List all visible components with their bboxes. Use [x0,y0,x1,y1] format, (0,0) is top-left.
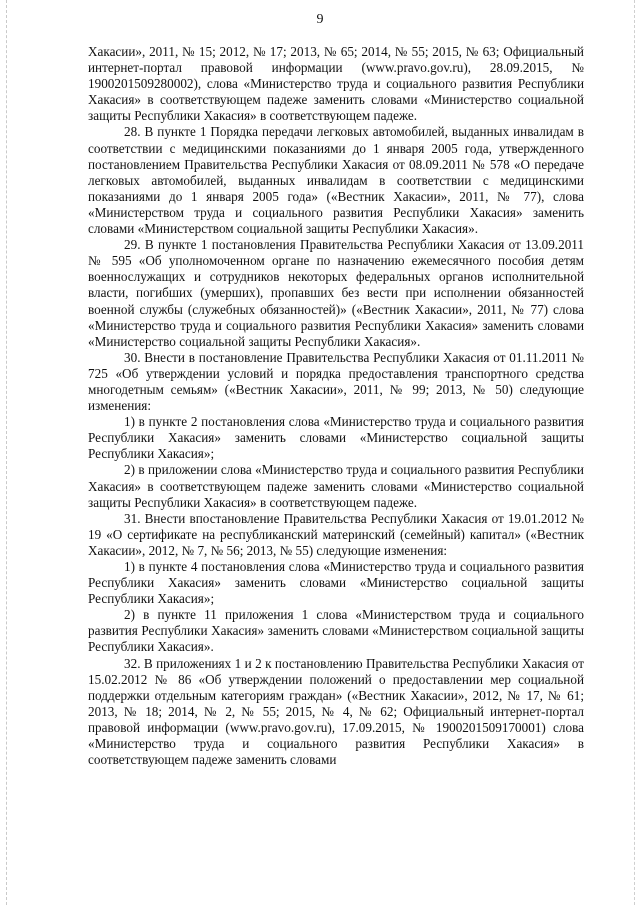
scan-edge-right [634,0,635,905]
paragraph-item-30-sub-2: 2) в приложении слова «Министерство труда и социального развития Республики Хакасия» в соответствующем падеже заменить словами «Министерство социальной защиты Республики Хакасия» в соответствующем падеже. [88,462,584,510]
paragraph-item-30: 30. Внести в постановление Правительства Республики Хакасия от 01.11.2011 № 725 «Об утверждении условий и порядка предоставления транспортного средства многодетным семьям» («Вестник Хакасии», 2011, № 99; 2013, № 50) следующие изменения: [88,349,584,414]
paragraph-item-32: 32. В приложениях 1 и 2 к постановлению Правительства Республики Хакасия от 15.02.2012 № 86 «Об утверждении положений о предоставлении мер социальной поддержки отдельным категориям граждан» («Вестник Хакасии», 2012, № 17, № 61; 2013, № 18; 2014, № 2, № 55; 2015, № 4, № 62; Официальный интернет-портал правовой информации (www.pravo.gov.ru), 17.09.2015, № 1900201509170001) слова «Министерство труда и социального развития Республики Хакасия» в соответствующем падеже заменить словами [88,655,584,768]
document-body [88,44,584,768]
paragraph-item-29: 29. В пункте 1 постановления Правительства Республики Хакасия от 13.09.2011 № 595 «Об уполномоченном органе по назначению ежемесячного пособия детям военнослужащих и сотрудников некоторых федеральных органов исполнительной власти, погибших (умерших), пропавших без вести при исполнении обязанностей военной службы (служебных обязанностей)» («Вестник Хакасии», 2011, № 77) слова «Министерство труда и социального развития Республики Хакасия» заменить словами «Министерство социальной защиты Республики Хакасия». [88,237,584,349]
page-number: 9 [316,12,324,27]
paragraph-item-31-sub-1: 1) в пункте 4 постановления слова «Министерство труда и социального развития Республики Хакасия» заменить словами «Министерство социальной защиты Республики Хакасия»; [88,559,584,607]
scan-edge-left [6,0,7,905]
paragraph-item-31-sub-2: 2) в пункте 11 приложения 1 слова «Министерством труда и социального развития Республики Хакасия» заменить словами «Министерством социальной защиты Республики Хакасия». [88,607,584,655]
paragraph-continuation: Хакасии», 2011, № 15; 2012, № 17; 2013, № 65; 2014, № 55; 2015, № 63; Официальный интернет-портал правовой информации (www.pravo.gov.ru), 28.09.2015, № 1900201509280002), слова «Министерство труда и социального развития Республики Хакасия» в соответствующем падеже заменить словами «Министерство социальной защиты Республики Хакасия» в соответствующем падеже. [88,44,584,124]
paragraph-item-31: 31. Внести впостановление Правительства Республики Хакасия от 19.01.2012 № 19 «О сертификате на республиканский материнский (семейный) капитал» («Вестник Хакасии», 2012, № 7, № 56; 2013, № 55) следующие изменения: [88,510,584,558]
paragraph-item-30-sub-1: 1) в пункте 2 постановления слова «Министерство труда и социального развития Республики Хакасия» заменить словами «Министерство социальной защиты Республики Хакасия»; [88,414,584,462]
paragraph-item-28: 28. В пункте 1 Порядка передачи легковых автомобилей, выданных инвалидам в соответствии с медицинскими показаниями до 1 января 2005 года, утвержденного постановлением Правительства Республики Хакасия от 08.09.2011 № 578 «О передаче легковых автомобилей, выданных инвалидам в соответствии с медицинскими показаниями до 1 января 2005 года» («Вестник Хакасии», 2011, № 77), слова «Министерством труда и социального развития Республики Хакасия» заменить словами «Министерством социальной защиты Республики Хакасия». [88,124,584,237]
